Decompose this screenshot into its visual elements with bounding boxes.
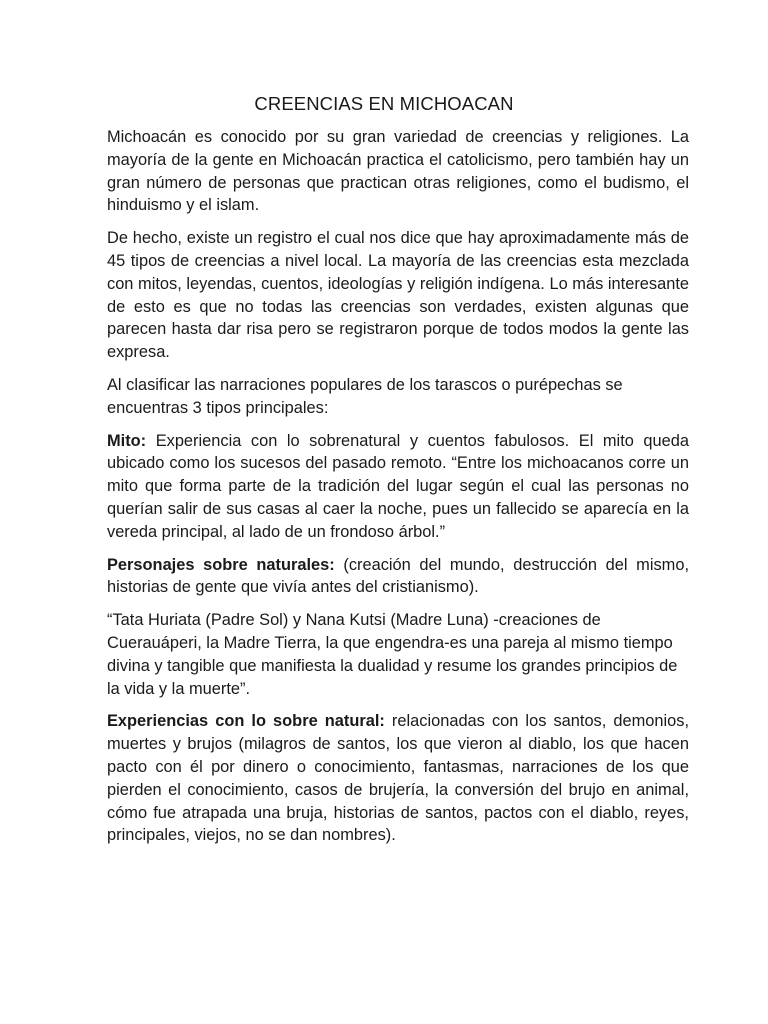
paragraph-text: (creación del mundo, destrucción del mismo, historias de gente que vivía antes del cristianismo). xyxy=(107,555,689,597)
paragraph-personajes xyxy=(107,554,689,600)
paragraph-text: Michoacán es conocido por su gran variedad de creencias y religiones. La mayoría de la gente en Michoacán practica el catolicismo, pero también hay un gran número de personas que practican otras religiones, como el budismo, el hinduismo y el islam. xyxy=(107,128,689,215)
paragraph-intro xyxy=(107,126,689,217)
paragraph-mito xyxy=(107,430,689,544)
paragraph-text: “Tata Huriata (Padre Sol) y Nana Kutsi (Madre Luna) -creaciones de Cuerauáperi, la Madre Tierra, la que engendra-es una pareja al mismo tiempo divina y tangible que manifiesta la dualidad y resume los grandes principios de la vida y la muerte”. xyxy=(107,611,678,698)
paragraph-experiencias xyxy=(107,710,689,847)
paragraph-classification xyxy=(107,374,689,420)
paragraph-lead: Mito: xyxy=(107,431,147,450)
paragraph-lead: Experiencias con lo sobre natural: xyxy=(107,712,385,731)
document-title: CREENCIAS EN MICHOACAN xyxy=(254,93,514,114)
paragraph-lead: Personajes sobre naturales: xyxy=(107,555,335,574)
paragraph-tata-huriata xyxy=(107,609,689,700)
paragraph-text: Experiencia con lo sobrenatural y cuentos fabulosos. El mito queda ubicado como los sucesos del pasado remoto. “Entre los michoacanos corre un mito que forma parte de la tradición del lugar según el cual las personas no querían salir de sus casas al caer la noche, pues un fallecido se aparecía en la vereda principal, al lado de un frondoso árbol.” xyxy=(107,431,689,541)
paragraph-text: relacionadas con los santos, demonios, muertes y brujos (milagros de santos, los que vieron al diablo, los que hacen pacto con él por dinero o conocimiento, fantasmas, narraciones de los que pierden el conocimiento, casos de brujería, la conversión del brujo en animal, cómo fue atrapada una bruja, historias de santos, pactos con el diablo, reyes, principales, viejos, no se dan nombres). xyxy=(107,712,689,845)
paragraph-text: Al clasificar las narraciones populares de los tarascos o purépechas se encuentras 3 tipos principales: xyxy=(107,375,623,417)
paragraph-text: De hecho, existe un registro el cual nos dice que hay aproximadamente más de 45 tipos de creencias a nivel local. La mayoría de las creencias esta mezclada con mitos, leyendas, cuentos, ideologías y religión indígena. Lo más interesante de esto es que no todas las creencias son verdades, existen algunas que parecen hasta dar risa pero se registraron porque de todos modos la gente las expresa. xyxy=(107,229,689,362)
paragraph-registry xyxy=(107,227,689,364)
document-body xyxy=(107,126,689,857)
